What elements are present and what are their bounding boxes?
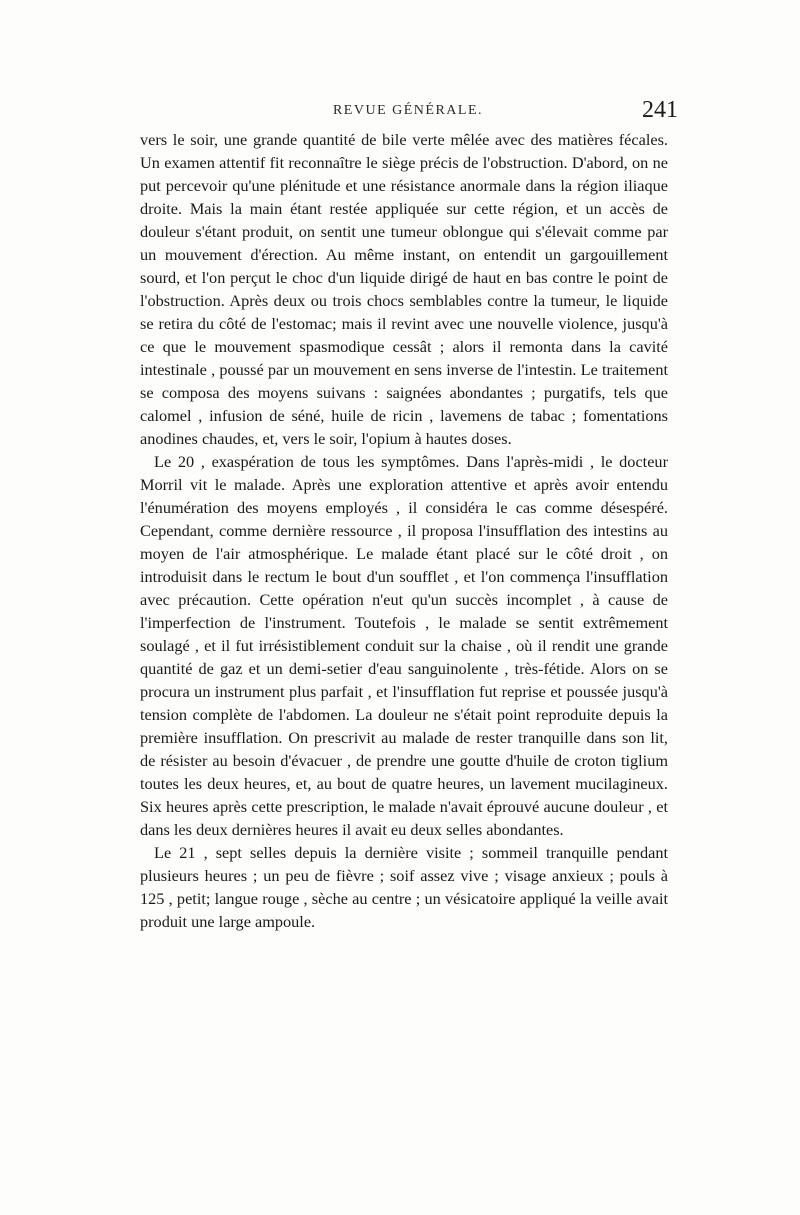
paragraph-day-21: Le 21 , sept selles depuis la dernière visite ; sommeil tranquille pendant plusieurs heures ; un peu de fièvre ; soif assez vive ; visage anxieux ; pouls à 125 , petit; langue rouge , sèche au centre ; un vésicatoire appliqué la veille avait produit une large ampoule. [140, 843, 668, 931]
running-header [138, 97, 678, 127]
paragraph-continuation: vers le soir, une grande quantité de bile verte mêlée avec des matières fécales. Un examen attentif fit reconnaître le siège précis de l'obstruction. D'abord, on ne put percevoir qu'une plénitude et une résistance anormale dans la région iliaque droite. Mais la main étant restée appliquée sur cette région, et un accès de douleur s'étant produit, on sentit une tumeur oblongue qui s'élevait comme par un mouvement d'érection. Au même instant, on entendit un gargouillement sourd, et l'on perçut le choc d'un liquide dirigé de haut en bas contre le point de l'obstruction. Après deux ou trois chocs semblables contre la tumeur, le liquide se retira du côté de l'estomac; mais il revint avec une nouvelle violence, jusqu'à ce que le mouvement spasmodique cessât ; alors il remonta dans la cavité intestinale , poussé par un mouvement en sens inverse de l'intestin. Le traitement se composa des moyens suivans : saignées abondantes ; purgatifs, tels que calomel , infusion de séné, huile de ricin , lavemens de tabac ; fomentations anodines chaudes, et, vers le soir, l'opium à hautes doses. [140, 130, 668, 448]
body-text [140, 128, 668, 933]
page-number: 241 [642, 97, 678, 123]
running-title: REVUE GÉNÉRALE. [332, 103, 484, 118]
paragraph-day-20: Le 20 , exaspération de tous les symptômes. Dans l'après-midi , le docteur Morril vit le malade. Après une exploration attentive et après avoir entendu l'énumération des moyens employés , il considéra le cas comme désespéré. Cependant, comme dernière ressource , il proposa l'insufflation des intestins au moyen de l'air atmosphérique. Le malade étant placé sur le côté droit , on introduisit dans le rectum le bout d'un soufflet , et l'on commença l'insufflation avec précaution. Cette opération n'eut qu'un succès incomplet , à cause de l'imperfection de l'instrument. Toutefois , le malade se sentit extrêmement soulagé , et il fut irrésistiblement conduit sur la chaise , où il rendit une grande quantité de gaz et un demi-setier d'eau sanguinolente , très-fétide. Alors on se procura un instrument plus parfait , et l'insufflation fut reprise et poussée jusqu'à tension complète de l'abdomen. La douleur ne s'était point reproduite depuis la première insufflation. On prescrivit au malade de rester tranquille dans son lit, de résister au besoin d'évacuer , de prendre une goutte d'huile de croton tiglium toutes les deux heures, et, au bout de quatre heures, un lavement mucilagineux. Six heures après cette prescription, le malade n'avait éprouvé aucune douleur , et dans les deux dernières heures il avait eu deux selles abondantes. [140, 452, 668, 839]
